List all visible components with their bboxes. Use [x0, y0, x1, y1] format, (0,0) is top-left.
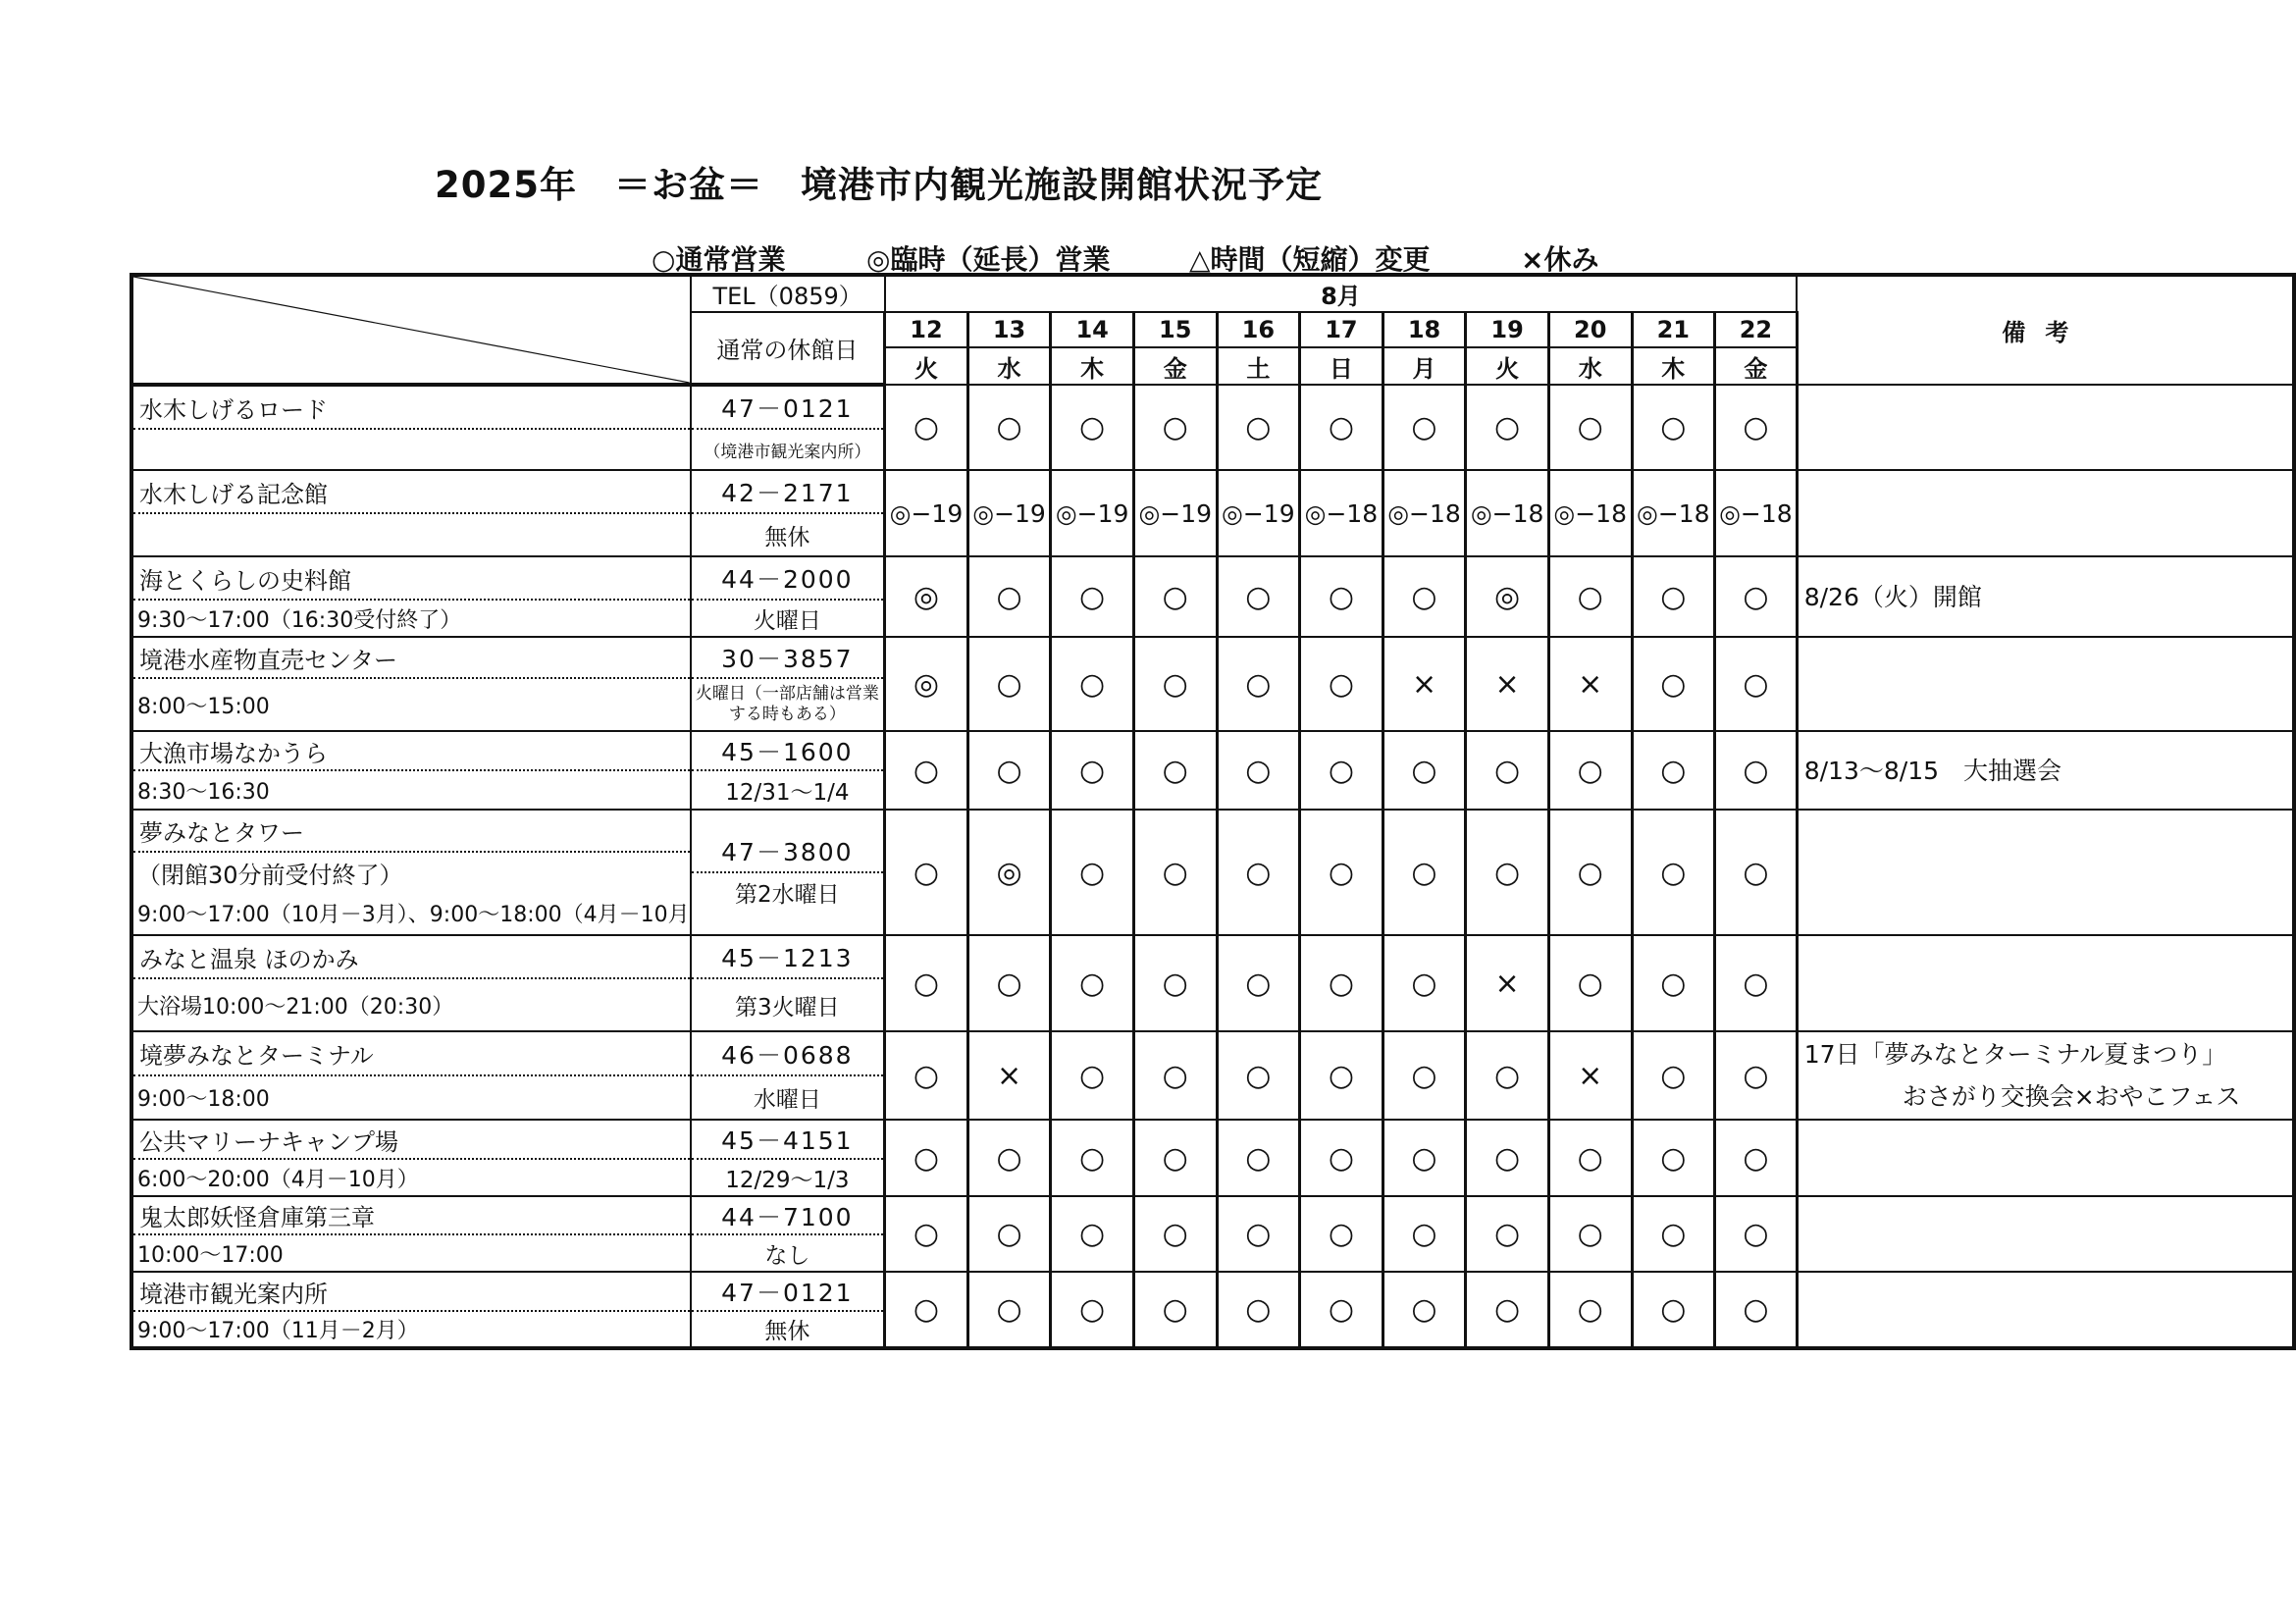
- status-mark: ○: [1466, 1120, 1549, 1196]
- status-mark: ○: [1548, 810, 1632, 935]
- status-mark: ○: [1133, 1031, 1217, 1120]
- facility-name-cell: [131, 470, 691, 556]
- note-line: 8/26（火）開館: [1803, 582, 1982, 611]
- facility-phone: 47－0121: [692, 1273, 884, 1312]
- status-mark: ○: [1715, 1272, 1798, 1348]
- status-mark: ○: [885, 1196, 968, 1272]
- status-mark: ○: [1051, 810, 1134, 935]
- day-weekday: 月: [1383, 347, 1466, 385]
- status-mark: ○: [1217, 810, 1300, 935]
- status-mark: ○: [1548, 556, 1632, 637]
- status-mark: ○: [1217, 935, 1300, 1031]
- status-mark: ○: [1383, 935, 1466, 1031]
- facility-closed-day: 第2水曜日: [692, 873, 884, 915]
- status-mark: ○: [1383, 1120, 1466, 1196]
- status-mark: ○: [1300, 1196, 1383, 1272]
- day-number: 22: [1715, 312, 1798, 347]
- facility-name: 境港水産物直売センター: [133, 638, 690, 679]
- facility-name-cell: [131, 637, 691, 731]
- status-mark: ○: [1632, 385, 1715, 470]
- facility-closed-day: 無休: [764, 1319, 810, 1344]
- facility-name: 大漁市場なかうら: [133, 732, 690, 771]
- facility-phone: 42－2171: [692, 471, 884, 514]
- status-mark: ○: [1466, 731, 1549, 810]
- facility-notes: [1797, 556, 2294, 637]
- status-mark: ○: [1217, 1031, 1300, 1120]
- status-mark: ○: [1466, 810, 1549, 935]
- facility-phone: 44－7100: [692, 1197, 884, 1235]
- facility-name: 水木しげる記念館: [133, 471, 690, 514]
- status-mark: ×: [1383, 637, 1466, 731]
- status-mark: ◎−18: [1466, 470, 1549, 556]
- status-mark: ○: [1715, 1120, 1798, 1196]
- day-number: 18: [1383, 312, 1466, 347]
- facility-closed-day: 水曜日: [753, 1087, 821, 1113]
- facility-row: [131, 556, 2294, 637]
- status-mark: ○: [1300, 1120, 1383, 1196]
- facility-contact-cell: [691, 637, 885, 731]
- facility-name-cell: [131, 810, 691, 935]
- facility-notes: [1797, 385, 2294, 470]
- status-mark: ○: [1383, 810, 1466, 935]
- facility-name: 鬼太郎妖怪倉庫第三章: [133, 1197, 690, 1235]
- facility-name: 境港市観光案内所: [133, 1273, 690, 1312]
- facility-row: [131, 1120, 2294, 1196]
- status-mark: ○: [967, 556, 1051, 637]
- facility-name-cell: [131, 935, 691, 1031]
- status-mark: ○: [1715, 1031, 1798, 1120]
- facility-hours: 8:00～15:00: [137, 694, 270, 719]
- facility-contact-cell: [691, 1120, 885, 1196]
- status-mark: ○: [1383, 556, 1466, 637]
- day-number: 16: [1217, 312, 1300, 347]
- status-mark: ○: [967, 731, 1051, 810]
- note-line: おさがり交換会×おやこフェス: [1902, 1082, 2241, 1111]
- status-mark: ○: [1383, 385, 1466, 470]
- facility-row: [131, 731, 2294, 810]
- status-mark: ○: [1548, 1196, 1632, 1272]
- status-mark: ○: [1217, 556, 1300, 637]
- status-mark: ○: [1548, 1120, 1632, 1196]
- status-mark: ○: [1383, 1272, 1466, 1348]
- status-mark: ○: [1051, 1120, 1134, 1196]
- facility-phone: 45－1600: [692, 732, 884, 771]
- facility-contact-cell: [691, 1031, 885, 1120]
- day-weekday: 木: [1051, 347, 1134, 385]
- day-weekday: 水: [967, 347, 1051, 385]
- status-mark: ○: [1632, 810, 1715, 935]
- status-mark: ○: [1632, 637, 1715, 731]
- day-weekday: 土: [1217, 347, 1300, 385]
- status-mark: ○: [967, 1196, 1051, 1272]
- day-weekday: 金: [1715, 347, 1798, 385]
- facility-seasonal-hours: 9:00～17:00（10月－3月）、9:00～18:00（4月－10月: [137, 903, 690, 927]
- facility-closed-day: なし: [764, 1242, 810, 1269]
- note-line: 17日「夢みなとターミナル夏まつり」: [1803, 1040, 2227, 1069]
- status-mark: ◎−18: [1548, 470, 1632, 556]
- facility-row: [131, 935, 2294, 1031]
- header-closed-day: 通常の休館日: [691, 312, 885, 385]
- note-line: 8/13～8/15 大抽選会: [1803, 756, 2061, 785]
- status-mark: ○: [1217, 1196, 1300, 1272]
- header-corner: [131, 275, 691, 385]
- status-mark: ○: [1466, 1272, 1549, 1348]
- legend-closed: ×休み: [1521, 243, 1599, 276]
- status-mark: ×: [1548, 1031, 1632, 1120]
- status-mark: ○: [1217, 1120, 1300, 1196]
- status-mark: ○: [1300, 1272, 1383, 1348]
- facility-closed-day: 火曜日: [753, 607, 821, 634]
- status-mark: ○: [1300, 556, 1383, 637]
- day-number: 13: [967, 312, 1051, 347]
- status-mark: ○: [885, 810, 968, 935]
- status-mark: ○: [1300, 637, 1383, 731]
- status-mark: ○: [1051, 637, 1134, 731]
- facility-name: 夢みなとタワー: [133, 811, 690, 853]
- status-mark: ○: [1300, 935, 1383, 1031]
- status-mark: ○: [885, 385, 968, 470]
- facility-phone: 45－4151: [692, 1121, 884, 1160]
- status-mark: ○: [1300, 1031, 1383, 1120]
- status-mark: ◎: [885, 637, 968, 731]
- status-mark: ○: [1133, 935, 1217, 1031]
- page-title: 2025年 ＝お盆＝ 境港市内観光施設開館状況予定: [435, 164, 1323, 206]
- status-mark: ○: [1133, 385, 1217, 470]
- facility-phone: 30－3857: [692, 638, 884, 679]
- status-mark: ○: [1632, 1031, 1715, 1120]
- facility-phone: 44－2000: [692, 557, 884, 601]
- status-mark: ×: [1548, 637, 1632, 731]
- facility-name-cell: [131, 1031, 691, 1120]
- facility-name: 海とくらしの史料館: [133, 557, 690, 601]
- status-mark: ○: [1051, 385, 1134, 470]
- facility-name: 公共マリーナキャンプ場: [133, 1121, 690, 1160]
- facility-name-cell: [131, 1120, 691, 1196]
- status-mark: ◎−19: [1051, 470, 1134, 556]
- status-mark: ○: [1051, 731, 1134, 810]
- header-month: 8月: [885, 275, 1798, 312]
- status-mark: ○: [885, 1120, 968, 1196]
- status-mark: ○: [885, 731, 968, 810]
- facility-row: [131, 810, 2294, 935]
- day-number: 17: [1300, 312, 1383, 347]
- day-weekday: 日: [1300, 347, 1383, 385]
- day-number: 14: [1051, 312, 1134, 347]
- status-mark: ○: [967, 637, 1051, 731]
- facility-hours: 9:00～17:00（11月－2月）: [137, 1319, 419, 1343]
- facility-notes: [1797, 731, 2294, 810]
- facility-closed-day: （境港市観光案内所）: [704, 442, 871, 462]
- facility-contact-cell: [691, 385, 885, 470]
- schedule-table: [130, 273, 2296, 1350]
- facility-hours: 6:00～20:00（4月－10月）: [137, 1167, 419, 1192]
- facility-closed-day: 火曜日（一部店舗は営業する時もある）: [695, 684, 879, 724]
- status-mark: ○: [1632, 556, 1715, 637]
- status-mark: ◎−19: [1133, 470, 1217, 556]
- day-weekday: 金: [1133, 347, 1217, 385]
- facility-phone: 47－0121: [692, 387, 884, 430]
- status-mark: ○: [1133, 731, 1217, 810]
- status-mark: ◎: [967, 810, 1051, 935]
- facility-contact-cell: [691, 1272, 885, 1348]
- day-weekday: 火: [885, 347, 968, 385]
- status-mark: ◎−18: [1715, 470, 1798, 556]
- status-mark: ○: [885, 1272, 968, 1348]
- status-mark: ×: [967, 1031, 1051, 1120]
- facility-hours: 10:00～17:00: [137, 1242, 284, 1268]
- status-mark: ○: [967, 1120, 1051, 1196]
- status-mark: ○: [1133, 810, 1217, 935]
- legend-normal: ○通常営業: [652, 243, 786, 276]
- status-mark: ○: [1632, 1120, 1715, 1196]
- facility-notes: [1797, 810, 2294, 935]
- status-mark: ○: [885, 1031, 968, 1120]
- status-mark: ○: [1217, 637, 1300, 731]
- status-mark: ○: [1715, 731, 1798, 810]
- facility-hours: [133, 430, 690, 469]
- facility-hours: [133, 514, 690, 555]
- status-mark: ○: [885, 935, 968, 1031]
- status-mark: ○: [1715, 385, 1798, 470]
- facility-notes: [1797, 1031, 2294, 1120]
- facility-name: 境夢みなとターミナル: [133, 1032, 690, 1076]
- status-mark: ○: [1632, 1196, 1715, 1272]
- facility-closed-day: 12/29～1/3: [725, 1167, 850, 1193]
- facility-notes: [1797, 935, 2294, 1031]
- status-mark: ○: [967, 385, 1051, 470]
- facility-contact-cell: [691, 1196, 885, 1272]
- status-mark: ○: [1466, 385, 1549, 470]
- facility-name: 水木しげるロード: [133, 387, 690, 430]
- facility-hours: 9:00～18:00: [137, 1087, 270, 1112]
- facility-hours: 大浴場10:00～21:00（20:30）: [137, 994, 454, 1020]
- status-mark: ×: [1466, 935, 1549, 1031]
- facility-hours: 8:30～16:30: [137, 779, 270, 805]
- status-mark: ○: [1632, 1272, 1715, 1348]
- status-mark: ○: [1051, 556, 1134, 637]
- status-mark: ○: [1300, 385, 1383, 470]
- facility-notes: [1797, 1120, 2294, 1196]
- status-mark: ◎−18: [1383, 470, 1466, 556]
- status-mark: ◎−19: [1217, 470, 1300, 556]
- facility-phone: 47－3800: [692, 831, 884, 873]
- status-mark: ○: [1133, 1196, 1217, 1272]
- day-number: 19: [1466, 312, 1549, 347]
- facility-phone: 46－0688: [692, 1032, 884, 1076]
- status-mark: ○: [1133, 1272, 1217, 1348]
- status-mark: ○: [1632, 731, 1715, 810]
- facility-closed-day: 無休: [764, 524, 810, 550]
- status-mark: ○: [1300, 810, 1383, 935]
- status-mark: ○: [1715, 810, 1798, 935]
- status-mark: ◎−19: [885, 470, 968, 556]
- status-mark: ○: [1548, 731, 1632, 810]
- status-mark: ○: [1383, 1031, 1466, 1120]
- status-mark: ○: [1217, 1272, 1300, 1348]
- status-mark: ○: [1548, 385, 1632, 470]
- header-notes: 備考: [1797, 275, 2294, 385]
- status-mark: ○: [967, 1272, 1051, 1348]
- status-mark: ○: [1632, 935, 1715, 1031]
- diagonal-line: [133, 277, 690, 383]
- facility-row: [131, 1196, 2294, 1272]
- status-mark: ○: [1217, 385, 1300, 470]
- status-mark: ○: [1548, 935, 1632, 1031]
- status-mark: ◎−19: [967, 470, 1051, 556]
- status-mark: ◎−18: [1632, 470, 1715, 556]
- legend-shortened: △時間（短縮）変更: [1189, 243, 1431, 276]
- facility-notes: [1797, 1272, 2294, 1348]
- facility-contact-cell: [691, 810, 885, 935]
- status-mark: ○: [1715, 637, 1798, 731]
- day-weekday: 木: [1632, 347, 1715, 385]
- facility-notes: [1797, 637, 2294, 731]
- status-mark: ○: [1715, 935, 1798, 1031]
- facility-row: [131, 637, 2294, 731]
- status-mark: ○: [967, 935, 1051, 1031]
- status-mark: ○: [1383, 731, 1466, 810]
- status-mark: ×: [1466, 637, 1549, 731]
- status-mark: ○: [1133, 637, 1217, 731]
- facility-row: [131, 470, 2294, 556]
- status-mark: ○: [1051, 1196, 1134, 1272]
- status-mark: ○: [1466, 1031, 1549, 1120]
- status-mark: ○: [1133, 1120, 1217, 1196]
- status-mark: ○: [1715, 1196, 1798, 1272]
- status-mark: ○: [1466, 1196, 1549, 1272]
- status-mark: ○: [1383, 1196, 1466, 1272]
- facility-notes: [1797, 470, 2294, 556]
- day-number: 20: [1548, 312, 1632, 347]
- facility-hours: （閉館30分前受付終了）: [137, 861, 403, 889]
- status-mark: ○: [1217, 731, 1300, 810]
- header-tel: TEL（0859）: [691, 275, 885, 312]
- status-mark: ○: [1548, 1272, 1632, 1348]
- facility-name-cell: [131, 731, 691, 810]
- status-mark: ○: [1300, 731, 1383, 810]
- day-number: 12: [885, 312, 968, 347]
- status-mark: ○: [1715, 556, 1798, 637]
- facility-hours: 9:30～17:00（16:30受付終了）: [137, 607, 462, 633]
- facility-closed-day: 第3火曜日: [735, 994, 840, 1021]
- status-mark: ○: [1051, 1272, 1134, 1348]
- day-number: 15: [1133, 312, 1217, 347]
- day-weekday: 水: [1548, 347, 1632, 385]
- facility-notes: [1797, 1196, 2294, 1272]
- day-weekday: 火: [1466, 347, 1549, 385]
- facility-name: みなと温泉 ほのかみ: [133, 936, 690, 979]
- status-mark: ○: [1051, 935, 1134, 1031]
- status-mark: ◎: [885, 556, 968, 637]
- facility-name-cell: [131, 1272, 691, 1348]
- facility-row: [131, 1031, 2294, 1120]
- facility-name-cell: [131, 556, 691, 637]
- facility-name-cell: [131, 385, 691, 470]
- day-number: 21: [1632, 312, 1715, 347]
- facility-contact-cell: [691, 470, 885, 556]
- status-mark: ○: [1051, 1031, 1134, 1120]
- facility-row: [131, 385, 2294, 470]
- status-mark: ◎: [1466, 556, 1549, 637]
- facility-phone: 45－1213: [692, 936, 884, 979]
- legend-extended: ◎臨時（延長）営業: [866, 243, 1111, 276]
- facility-row: [131, 1272, 2294, 1348]
- facility-contact-cell: [691, 935, 885, 1031]
- status-mark: ○: [1133, 556, 1217, 637]
- facility-contact-cell: [691, 731, 885, 810]
- facility-closed-day: 12/31～1/4: [725, 779, 850, 806]
- facility-name-cell: [131, 1196, 691, 1272]
- facility-contact-cell: [691, 556, 885, 637]
- status-mark: ◎−18: [1300, 470, 1383, 556]
